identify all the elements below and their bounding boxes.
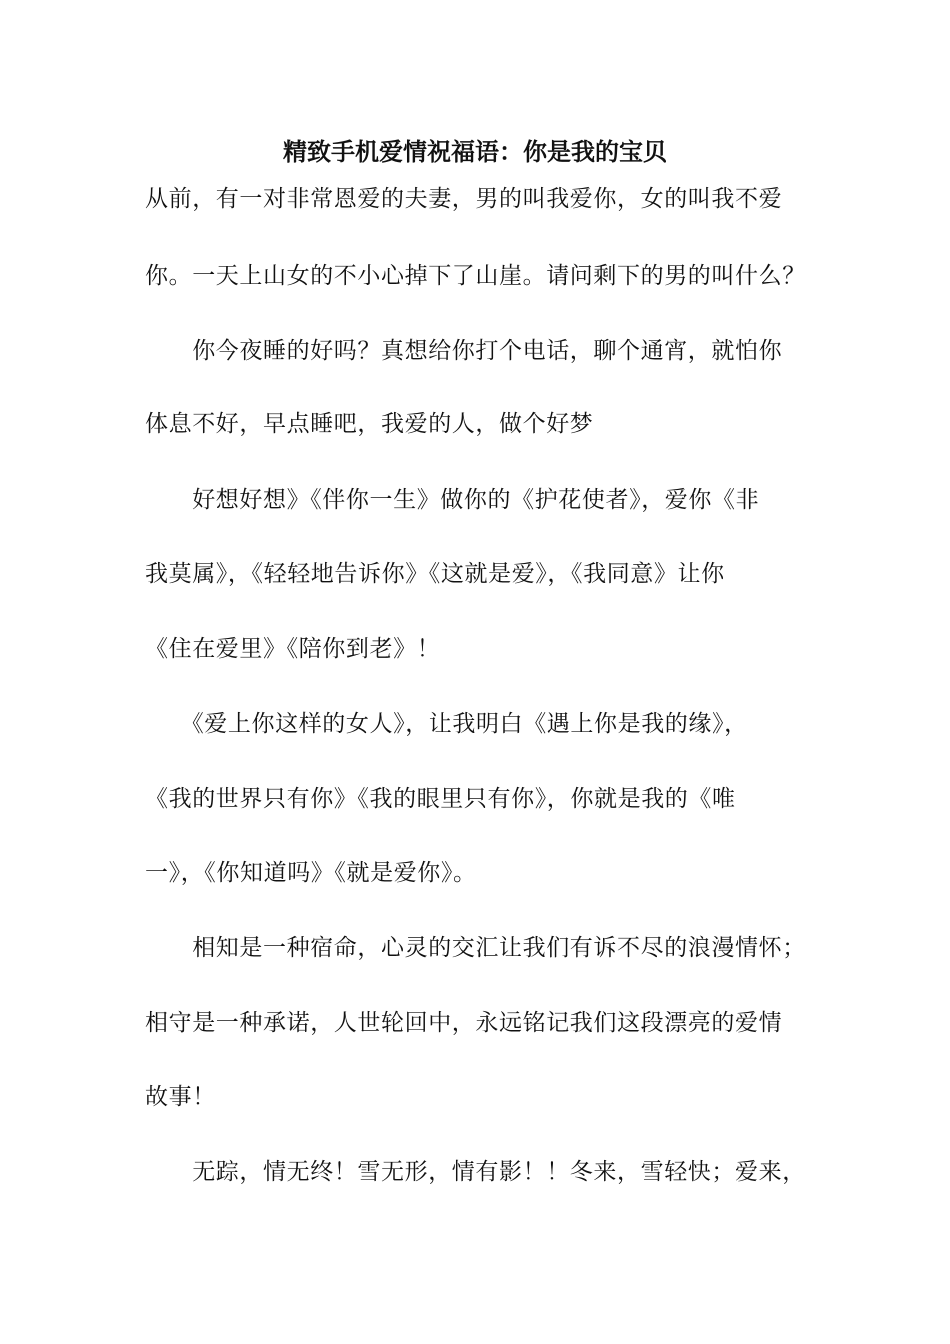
text-line-1: 从前，有一对非常恩爱的夫妻，男的叫我爱你，女的叫我不爱 <box>145 186 783 212</box>
text-line-7: 《住在爱里》《陪你到老》！ <box>145 636 441 662</box>
text-line-13: 故事！ <box>145 1084 216 1110</box>
text-line-3: 你今夜睡的好吗？真想给你打个电话，聊个通宵，就怕你 <box>145 338 783 364</box>
text-line-8: 《爱上你这样的女人》，让我明白《遇上你是我的缘》， <box>145 711 748 737</box>
text-line-5: 好想好想》《伴你一生》做你的《护花使者》，爱你《非 <box>145 487 760 513</box>
text-line-14: 无踪，情无终！雪无形，情有影！！冬来，雪轻快；爱来， <box>145 1159 806 1185</box>
text-line-12: 相守是一种承诺，人世轮回中，永远铭记我们这段漂亮的爱情 <box>145 1010 783 1036</box>
text-line-10: 一》，《你知道吗》《就是爱你》。 <box>145 860 477 886</box>
text-line-11: 相知是一种宿命，心灵的交汇让我们有诉不尽的浪漫情怀； <box>145 935 806 961</box>
text-line-9: 《我的世界只有你》《我的眼里只有你》，你就是我的《唯 <box>145 786 736 812</box>
text-line-4: 体息不好，早点睡吧，我爱的人，做个好梦 <box>145 411 594 437</box>
text-line-2: 你。一天上山女的不小心掉下了山崖。请问剩下的男的叫什么？ <box>145 263 806 289</box>
text-line-6: 我莫属》，《轻轻地告诉你》《这就是爱》，《我同意》让你 <box>145 561 725 587</box>
document-title: 精致手机爱情祝福语：你是我的宝贝 <box>283 137 667 166</box>
